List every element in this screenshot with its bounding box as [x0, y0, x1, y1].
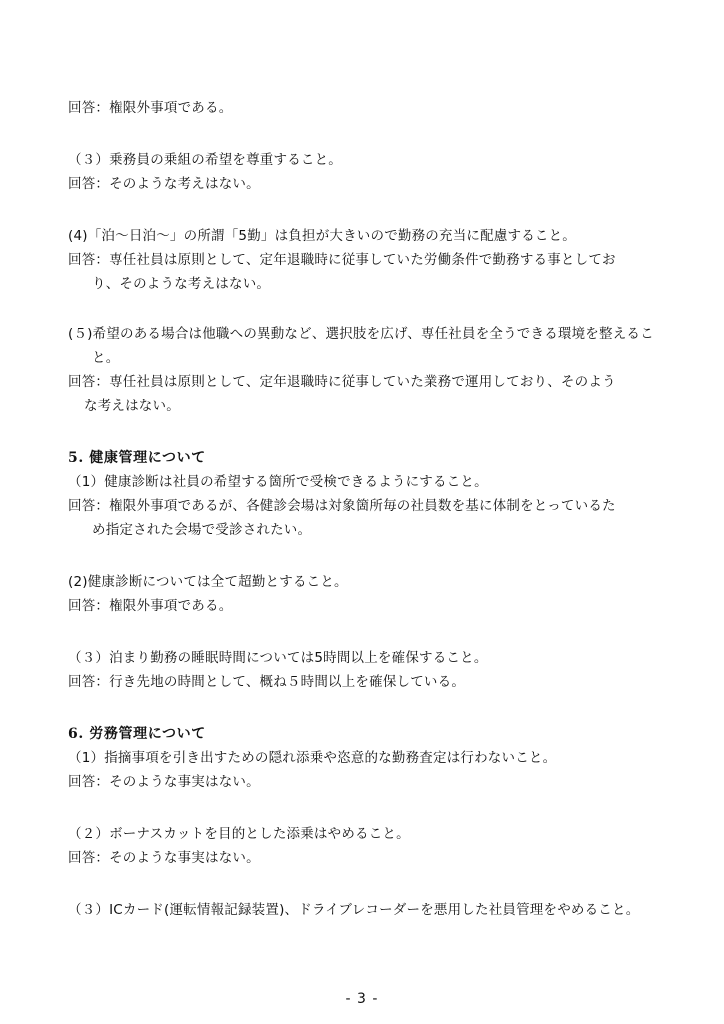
answer-line: 回答：権限外事項である。: [68, 100, 233, 116]
answer-line: 回答：専任社員は原則として、定年退職時に従事していた業務で運用しており、そのよう: [68, 374, 616, 390]
request-item-3: （３）乗務員の乗組の希望を尊重すること。: [68, 152, 342, 168]
answer-line: 回答：権限外事項であるが、各健診会場は対象箇所毎の社員数を基に体制をとっているた: [68, 498, 616, 514]
request-item-4: (4)「泊～日泊～」の所謂「5勤」は負担が大きいので勤務の充当に配慮すること。: [68, 228, 577, 244]
answer-line-continued: り、そのような考えはない。: [92, 276, 271, 292]
section-heading-health: 5. 健康管理について: [68, 450, 206, 466]
request-item-2: （２）ボーナスカットを目的とした添乗はやめること。: [68, 826, 410, 842]
section-heading-labor: 6. 労務管理について: [68, 726, 206, 742]
answer-line-continued: め指定された会場で受診されたい。: [92, 522, 312, 538]
answer-line: 回答：そのような事実はない。: [68, 850, 260, 866]
answer-line: 回答：そのような事実はない。: [68, 774, 260, 790]
request-item-1: （1）健康診断は社員の希望する箇所で受検できるようにすること。: [68, 474, 488, 490]
page-number: - 3 -: [345, 991, 379, 1007]
request-item-2: (2)健康診断については全て超勤とすること。: [68, 574, 348, 590]
answer-line: 回答：行き先地の時間として、概ね５時間以上を確保している。: [68, 674, 466, 690]
request-item-continued: と。: [92, 350, 120, 366]
request-item-1: （1）指摘事項を引き出すための隠れ添乗や恣意的な勤務査定は行わないこと。: [68, 750, 557, 766]
request-item-3: （３）泊まり勤務の睡眠時間については5時間以上を確保すること。: [68, 650, 488, 666]
answer-line: 回答：そのような考えはない。: [68, 176, 260, 192]
answer-line: 回答：専任社員は原則として、定年退職時に従事していた労働条件で勤務する事としてお: [68, 252, 616, 268]
request-item-3: （３）ICカード(運転情報記録装置)、ドライブレコーダーを悪用した社員管理をやめること。: [68, 902, 640, 918]
answer-line-continued: な考えはない。: [84, 398, 180, 414]
answer-line: 回答：権限外事項である。: [68, 598, 233, 614]
request-item-5: (５)希望のある場合は他職への異動など、選択肢を広げ、専任社員を全うできる環境を整えるこ: [68, 326, 654, 342]
